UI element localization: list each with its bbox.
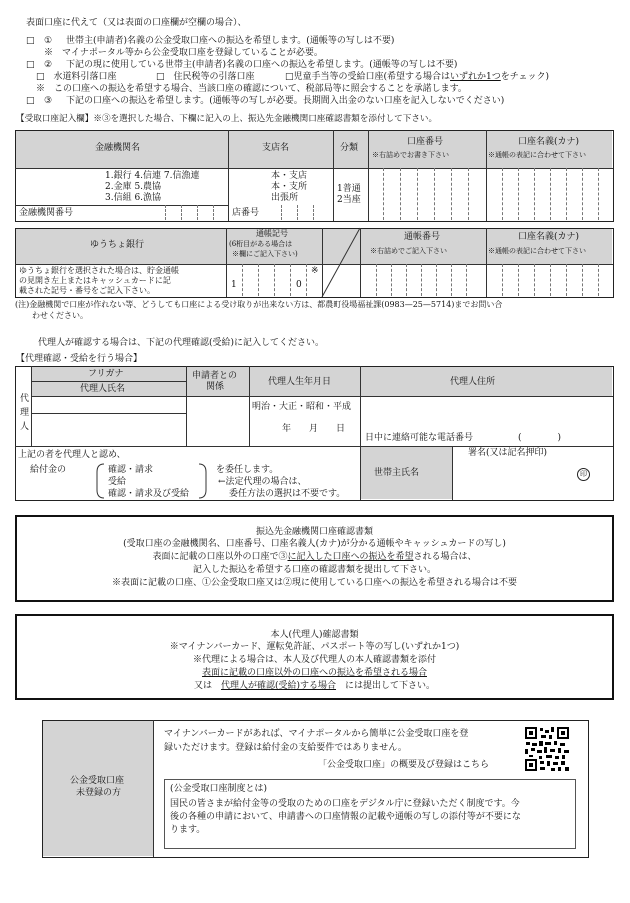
yucho-header-kigo-note1: (6桁目がある場合は	[229, 240, 293, 248]
branch-option-1[interactable]: 本・支店	[271, 171, 308, 181]
bank-types-row1[interactable]: 1.銀行 4.信連 7.信漁連	[105, 171, 200, 181]
type-checking[interactable]: 2当座	[337, 195, 361, 205]
seal-mark: 印	[577, 468, 590, 481]
yucho-header-holder: 口座名義(カナ)	[518, 232, 580, 242]
agent-section-title: 【代理確認・受給を行う場合】	[16, 354, 143, 364]
id-docs-line-4: 又は 代理人が確認(受給)する場合 には提出して下さい。	[193, 681, 436, 691]
bank-docs-title: 振込先金融機関口座確認書類	[255, 527, 373, 537]
option2-number: ②	[44, 60, 53, 70]
branch-option-3[interactable]: 出張所	[271, 193, 299, 203]
public-account-text-2: 録いただけます。登録は給付金の支給要件ではありません。	[164, 743, 407, 753]
type-ordinary[interactable]: 1普通	[337, 184, 361, 194]
delegate-choice-both[interactable]: 確認・請求及び受給	[108, 489, 190, 499]
header-account-holder: 口座名義(カナ)	[518, 137, 580, 147]
yucho-header-bank: ゆうちょ銀行	[90, 240, 145, 250]
public-account-system-title: (公金受取口座制度とは)	[170, 784, 268, 794]
id-docs-line-1: ※マイナンバーカード、運転免許証、パスポート等の写し(いずれか1つ)	[169, 642, 460, 652]
public-account-system-line-3: ります。	[170, 825, 206, 835]
public-account-text-1: マイナンバーカードがあれば、マイナポータルから簡単に公金受取口座を登	[164, 729, 469, 739]
option3-number: ③	[44, 96, 53, 106]
public-account-link[interactable]: 「公金受取口座」の概要及び登録はこちら	[318, 760, 490, 770]
delegate-choice-confirm[interactable]: 確認・請求	[108, 465, 154, 475]
agent-name-label: 代理人氏名	[80, 384, 126, 394]
agent-side-label: 代理人	[20, 394, 30, 432]
branch-code-label: 店番号	[232, 208, 260, 218]
yucho-desc-2: の見開き左上またはキャッシュカードに記	[19, 276, 171, 285]
yucho-kigo-last-digit: 0	[296, 280, 302, 290]
header-account-number: 口座番号	[407, 137, 444, 147]
householder-label: 世帯主氏名	[374, 468, 420, 478]
yucho-header-kigo: 通帳記号	[256, 229, 288, 238]
option2-text: 下記の現に使用している世帯主(申請者)名義の口座への振込を希望します。(通帳等の写しは不要)	[66, 60, 458, 70]
bank-docs-line-3: 記入した振込を希望する口座の確認書類を提出して下さい。	[192, 565, 436, 575]
option1-note: ※ マイナポータル等から公金受取口座を登録していることが必要。	[44, 48, 323, 58]
intro-heading: 表面口座に代えて（又は表面の口座欄が空欄の場合）、	[26, 18, 247, 28]
option2-child-checkbox[interactable]: □児童手当等の受給口座(希望する場合はいずれか1つをチェック)	[285, 72, 550, 82]
signature-label: 署名(又は記名押印)	[468, 448, 548, 458]
header-account-holder-note: ※通帳の表記に合わせて下さい	[488, 151, 586, 159]
agent-birth-ymd[interactable]: 年 月 日	[282, 424, 346, 434]
option1-number: ①	[44, 36, 53, 46]
qr-code-icon[interactable]	[524, 726, 570, 772]
header-type: 分類	[340, 143, 359, 153]
option2-tax-checkbox[interactable]: □ 住民税等の引落口座	[156, 72, 255, 82]
agent-intro: 代理人が確認する場合は、下記の代理確認(受給)に記入してください。	[38, 338, 325, 348]
yucho-header-holder-note: ※通帳の表記に合わせて下さい	[488, 247, 586, 255]
delegate-line-1: 上記の者を代理人と認め、	[18, 450, 126, 460]
note-line-2: わせください。	[32, 311, 88, 320]
option2-note: ※ この口座への振込を希望する場合、当該口座の確認について、税部局等に照会することを承諾します。	[36, 84, 467, 94]
id-docs-line-2: ※代理による場合は、本人及び代理人の本人確認書類を添付	[192, 655, 436, 665]
note-line-1: (注)金融機関で口座が作れない等、どうしても口座による受け取りが出来ない方は、都農町役場福祉課(0983—25—5714)までお問い合	[15, 300, 503, 309]
agent-birth-label: 代理人生年月日	[268, 377, 332, 387]
yucho-header-kigo-note2: ※欄にご記入下さい)	[232, 250, 298, 258]
public-account-system-line-1: 国民の皆さまが給付金等の受取のための口座をデジタル庁に登録いただく制度です。今	[170, 799, 520, 809]
yucho-header-number-note: ※右詰めでご記入下さい	[370, 247, 447, 255]
yucho-kigo-first-digit: 1	[231, 280, 237, 290]
header-account-number-note: ※右詰めでお書き下さい	[372, 151, 449, 159]
yucho-kigo-mark: ※	[311, 266, 319, 276]
agent-address-label: 代理人住所	[450, 377, 496, 387]
delegate-line-2: 給付金の	[30, 465, 67, 475]
option2-checkbox[interactable]: □	[26, 60, 35, 70]
yucho-header-number: 通帳番号	[404, 232, 441, 242]
public-account-side-1: 公金受取口座	[70, 776, 125, 786]
bank-types-row3[interactable]: 3.信組 6.漁協	[105, 193, 162, 203]
option1-text: 世帯主(申請者)名義の公金受取口座への振込を希望します。(通帳等の写しは不要)	[66, 36, 395, 46]
delegate-line-5: 委任方法の選択は不要です。	[229, 489, 346, 499]
agent-furigana-label: フリガナ	[88, 369, 124, 379]
option3-checkbox[interactable]: □	[26, 96, 35, 106]
id-docs-title: 本人(代理人)確認書類	[270, 630, 359, 640]
yucho-desc-3: 載された記号・番号をご記入下さい。	[19, 286, 155, 295]
account-section-title: 【受取口座記入欄】※③を選択した場合、下欄に記入の上、振込先金融機関口座確認書類を添付して下さい。	[16, 114, 438, 124]
bank-docs-line-1: (受取口座の金融機関名、口座番号、口座名義人(カナ)が分かる通帳やキャッシュカードの写し)	[123, 539, 506, 549]
branch-option-2[interactable]: 本・支所	[271, 182, 308, 192]
bank-docs-line-4: ※表面に記載の口座、①公金受取口座又は②現に使用している口座への振込を希望される場合は不要	[111, 578, 517, 588]
agent-birth-eras[interactable]: 明治・大正・昭和・平成	[252, 402, 352, 412]
header-branch-name: 支店名	[262, 143, 290, 153]
option3-text: 下記の口座への振込を希望します。(通帳等の写しが必要。長期間入出金のない口座を記入しないでください)	[66, 96, 505, 106]
bank-types-row2[interactable]: 2.金庫 5.農協	[105, 182, 162, 192]
agent-phone-label[interactable]: 日中に連絡可能な電話番号 ( )	[365, 433, 562, 443]
public-account-system-line-2: 後の各種の申請において、申請書への口座情報の記載や通帳の写しの添付等が不要にな	[170, 812, 521, 822]
delegate-line-3: を委任します。	[216, 465, 279, 475]
id-docs-line-3: 表面に記載の口座以外の口座への振込を希望される場合	[201, 668, 427, 678]
header-bank-name: 金融機関名	[95, 143, 141, 153]
agent-relation-label-2: 関係	[206, 382, 225, 392]
option1-checkbox[interactable]: □	[26, 36, 35, 46]
bank-docs-line-2: 表面に記載の口座以外の口座で③に記入した口座への振込を希望される場合は、	[152, 552, 477, 562]
public-account-side-2: 未登録の方	[76, 788, 122, 798]
yucho-desc-1: ゆうちょ銀行を選択された場合は、貯金通帳	[19, 266, 179, 275]
delegate-line-4: ←法定代理の場合は、	[218, 477, 307, 487]
delegate-choice-receive[interactable]: 受給	[108, 477, 127, 487]
option2-water-checkbox[interactable]: □ 水道料引落口座	[36, 72, 117, 82]
bank-code-label: 金融機関番号	[19, 208, 74, 218]
agent-relation-label-1: 申請者との	[192, 371, 238, 381]
